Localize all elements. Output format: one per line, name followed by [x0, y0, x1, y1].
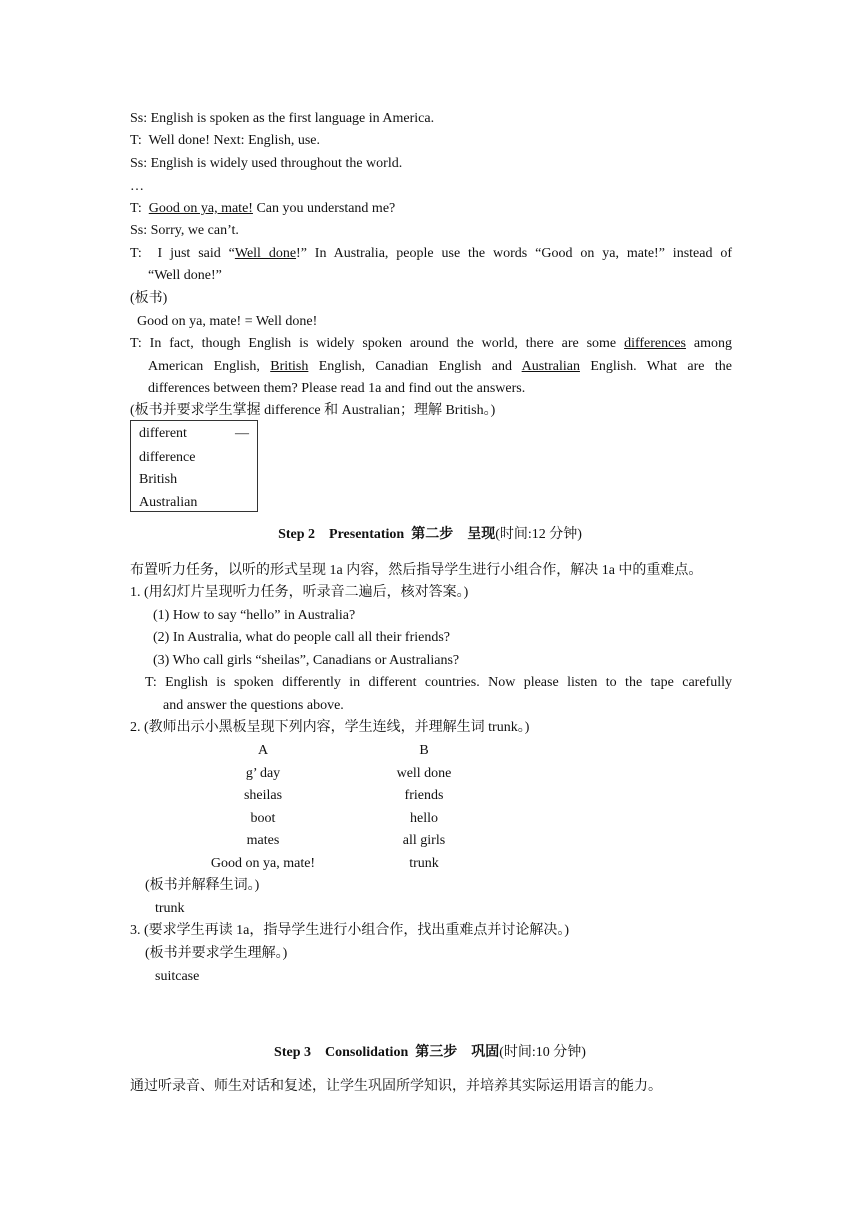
- match-item-b: all girls: [402, 833, 446, 848]
- underlined-word: British: [270, 359, 309, 374]
- list-item: 3. (要求学生再读 1a，指导学生进行小组合作，找出重难点并讨论解决。): [130, 923, 570, 938]
- ellipsis: …: [130, 179, 144, 194]
- question: (1) How to say “hello” in Australia?: [153, 608, 356, 623]
- teacher-line: T: English is spoken differently in different countries. Now please listen to the tape carefully: [145, 675, 732, 690]
- speaker-label: T:: [130, 336, 142, 351]
- step-intro: 布置听力任务，以听的形式呈现 1a 内容，然后指导学生进行小组合作，解决 1a 中的重难点。: [130, 563, 703, 578]
- dialogue-continuation: “Well done!”: [148, 268, 222, 283]
- paragraph-text: English. What are the: [590, 359, 732, 374]
- step-heading: [0, 526, 860, 544]
- match-item-b: well done: [396, 766, 452, 781]
- dialogue-line: [130, 155, 402, 173]
- underlined-phrase: Good on ya, mate!: [148, 201, 253, 216]
- dialogue-line: [130, 200, 395, 218]
- question: (2) In Australia, what do people call all their friends?: [153, 630, 451, 645]
- board-label: (板书): [130, 291, 168, 306]
- dialogue-text: !” In Australia, people use the words “Good on ya, mate!” instead of: [296, 246, 733, 261]
- vocab-item: difference: [139, 450, 196, 465]
- match-item-a: Good on ya, mate!: [210, 856, 316, 871]
- board-content: Good on ya, mate! = Well done!: [137, 314, 318, 329]
- match-item-a: mates: [246, 833, 280, 848]
- underlined-phrase: Well done: [234, 246, 297, 261]
- step-heading: [0, 1044, 860, 1062]
- paragraph-line: [148, 358, 732, 376]
- speaker-label: Ss:: [130, 111, 148, 126]
- match-item-a: sheilas: [243, 788, 283, 803]
- board-note: (板书并解释生词。): [145, 878, 260, 893]
- match-item-b: friends: [404, 788, 444, 803]
- paragraph-text: In fact, though English is widely spoken around the world, there are some: [149, 336, 617, 351]
- dialogue-line: [130, 132, 320, 150]
- dialogue-line: [130, 222, 239, 240]
- vocabulary-box: [130, 420, 258, 512]
- vocab-item: Australian: [139, 495, 198, 510]
- speaker-label: Ss:: [130, 156, 148, 171]
- column-header: B: [419, 743, 429, 758]
- dialogue-line: [130, 110, 434, 128]
- paragraph-text: American English,: [148, 359, 260, 374]
- match-item-a: boot: [250, 811, 276, 826]
- dialogue-text: I just said “: [157, 246, 235, 261]
- dialogue-line: [130, 245, 732, 263]
- board-note: (板书并要求学生掌握 difference 和 Australian；理解 British。): [130, 403, 496, 418]
- paragraph-line: [130, 335, 732, 353]
- step-title: Step 3 Consolidation 第三步 巩固: [274, 1045, 500, 1060]
- list-item: 2. (教师出示小黑板呈现下列内容，学生连线，并理解生词 trunk。): [130, 720, 530, 735]
- teacher-line: and answer the questions above.: [163, 698, 344, 713]
- list-item: 1. (用幻灯片呈现听力任务，听录音二遍后，核对答案。): [130, 585, 469, 600]
- question: (3) Who call girls “sheilas”, Canadians or Australians?: [153, 653, 460, 668]
- step-time: (时间:12 分钟): [495, 527, 582, 542]
- speaker-label: Ss:: [130, 223, 148, 238]
- dialogue-text: English is spoken as the first language in America.: [150, 111, 435, 126]
- paragraph-text: among: [693, 336, 733, 351]
- step-title: Step 2 Presentation 第二步 呈现: [278, 527, 496, 542]
- step-intro: 通过听录音、师生对话和复述，让学生巩固所学知识，并培养其实际运用语言的能力。: [130, 1079, 662, 1094]
- speaker-label: T:: [130, 133, 142, 148]
- dialogue-text: English is widely used throughout the world.: [150, 156, 403, 171]
- paragraph-text: English, Canadian English and: [318, 359, 513, 374]
- paragraph-line: differences between them? Please read 1a and find out the answers.: [148, 381, 526, 396]
- dialogue-text: Well done! Next: English, use.: [148, 133, 321, 148]
- board-note: (板书并要求学生理解。): [145, 946, 288, 961]
- dash-mark: —: [235, 426, 249, 441]
- speaker-label: T:: [130, 201, 142, 216]
- column-header: A: [257, 743, 269, 758]
- underlined-word: differences: [624, 336, 686, 351]
- board-word: suitcase: [155, 969, 200, 984]
- dialogue-text: Can you understand me?: [256, 201, 396, 216]
- speaker-label: T:: [130, 246, 142, 261]
- match-item-b: hello: [410, 811, 438, 826]
- board-word: trunk: [155, 901, 185, 916]
- dialogue-text: Sorry, we can’t.: [150, 223, 239, 238]
- underlined-word: Australian: [521, 359, 580, 374]
- step-time: (时间:10 分钟): [499, 1045, 586, 1060]
- match-item-b: trunk: [409, 856, 439, 871]
- match-item-a: g’ day: [245, 766, 281, 781]
- vocab-item: different: [139, 426, 187, 441]
- vocab-item: British: [139, 472, 178, 487]
